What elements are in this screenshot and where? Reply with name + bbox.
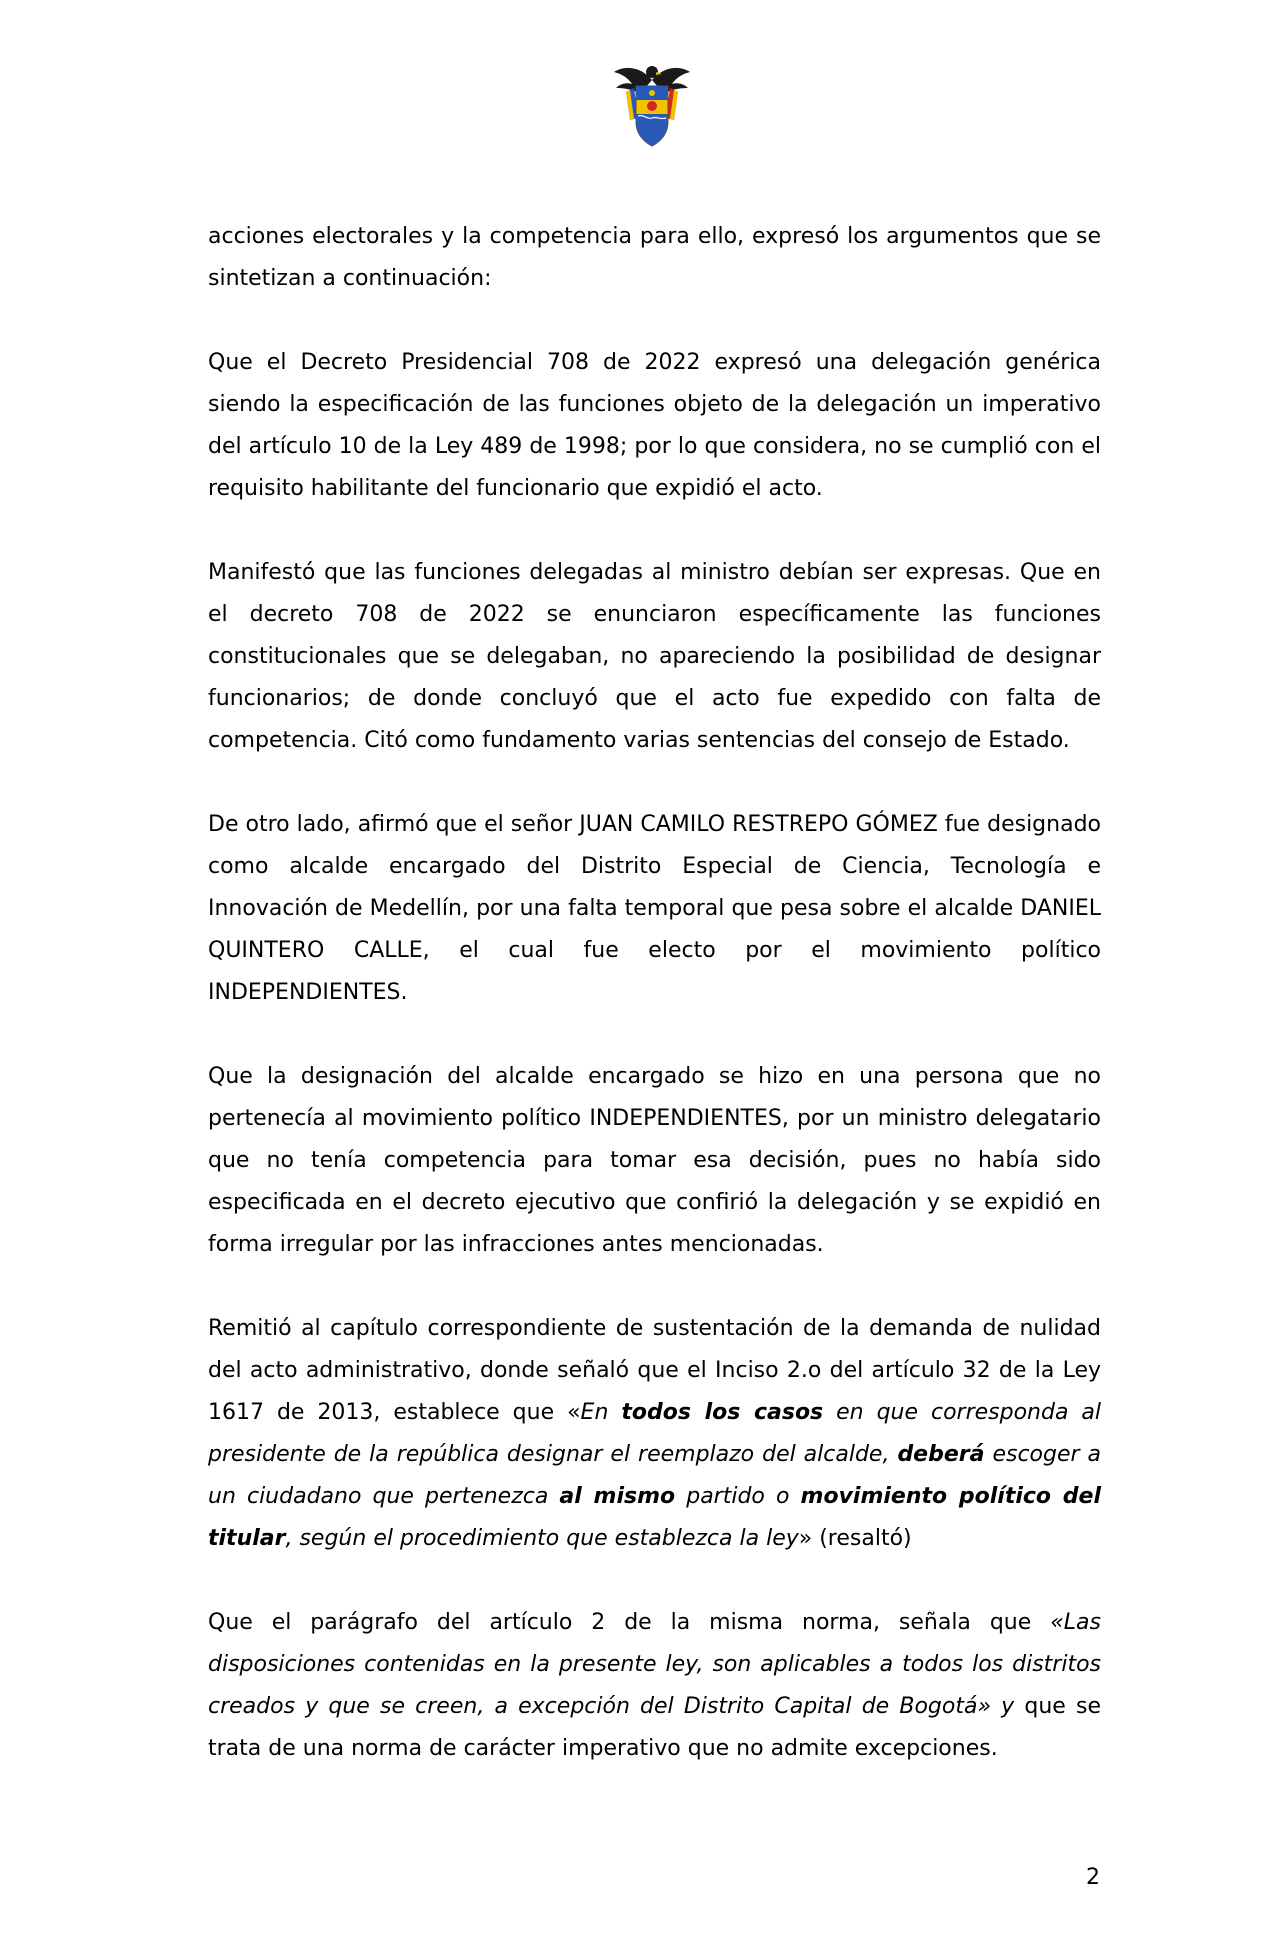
text-run: «Las disposiciones contenidas en la presente ley, son aplicables a todos los distritos creados y que se creen, a excepción del Distrito Capital de Bogotá» y <box>208 1610 1101 1719</box>
page-number: 2 <box>1086 1865 1100 1890</box>
document-body <box>208 216 1101 1812</box>
paragraph-3 <box>208 552 1101 762</box>
text-run: movimiento político del titular <box>208 1484 1101 1551</box>
paragraph-1 <box>208 216 1101 300</box>
paragraph-7 <box>208 1602 1101 1770</box>
text-run: acciones electorales y la competencia para ello, expresó los argumentos que se sintetizan a continuación: <box>208 224 1101 291</box>
text-run: De otro lado, afirmó que el señor JUAN CAMILO RESTREPO GÓMEZ fue designado como alcalde encargado del Distrito Especial de Ciencia, Tecnología e Innovación de Medellín, por una falta temporal que pesa sobre el alcalde DANIEL QUINTERO CALLE, el cual fue electo por el movimiento político INDEPENDIENTES. <box>208 812 1101 1005</box>
text-run: escoger a un ciudadano que pertenezca <box>208 1442 1101 1509</box>
text-run: Remitió al capítulo correspondiente de sustentación de la demanda de nulidad del acto administrativo, donde señaló que el Inciso 2.o del artículo 32 de la Ley 1617 de 2013, establece que « <box>208 1316 1101 1425</box>
text-run: En <box>580 1400 622 1425</box>
text-run: Que el Decreto Presidencial 708 de 2022 expresó una delegación genérica siendo la especificación de las funciones objeto de la delegación un imperativo del artículo 10 de la Ley 489 de 1998; por lo que considera, no se cumplió con el requisito habilitante del funcionario que expidió el acto. <box>208 350 1101 501</box>
text-run: partido o <box>675 1484 801 1509</box>
text-run: Que el parágrafo del artículo 2 de la misma norma, señala que <box>208 1610 1051 1635</box>
colombia-coat-of-arms-icon <box>612 58 692 150</box>
paragraph-5 <box>208 1056 1101 1266</box>
condor-head <box>646 66 658 78</box>
text-run: al mismo <box>559 1484 676 1509</box>
paragraph-6 <box>208 1308 1101 1560</box>
text-run: Manifestó que las funciones delegadas al ministro debían ser expresas. Que en el decreto 708 de 2022 se enunciaron específicamente las funciones constitucionales que se delegaban, no apareciendo la posibilidad de designar funcionarios; de donde concluyó que el acto fue expedido con falta de competencia. Citó como fundamento varias sentencias del consejo de Estado. <box>208 560 1101 753</box>
text-run: , según el procedimiento que establezca la ley <box>285 1526 799 1551</box>
text-run: deberá <box>897 1442 985 1467</box>
paragraph-2 <box>208 342 1101 510</box>
text-run: Que la designación del alcalde encargado se hizo en una persona que no pertenecía al movimiento político INDEPENDIENTES, por un ministro delegatario que no tenía competencia para tomar esa decisión, pues no había sido especificada en el decreto ejecutivo que confirió la delegación y se expidió en forma irregular por las infracciones antes mencionadas. <box>208 1064 1101 1257</box>
text-run: que se trata de una norma de carácter imperativo que no admite excepciones. <box>208 1694 1101 1761</box>
text-run: todos los casos <box>621 1400 824 1425</box>
paragraph-4 <box>208 804 1101 1014</box>
text-run: » (resaltó) <box>798 1526 912 1551</box>
text-run: en que corresponda al presidente de la república designar el reemplazo del alcalde, <box>208 1400 1101 1467</box>
